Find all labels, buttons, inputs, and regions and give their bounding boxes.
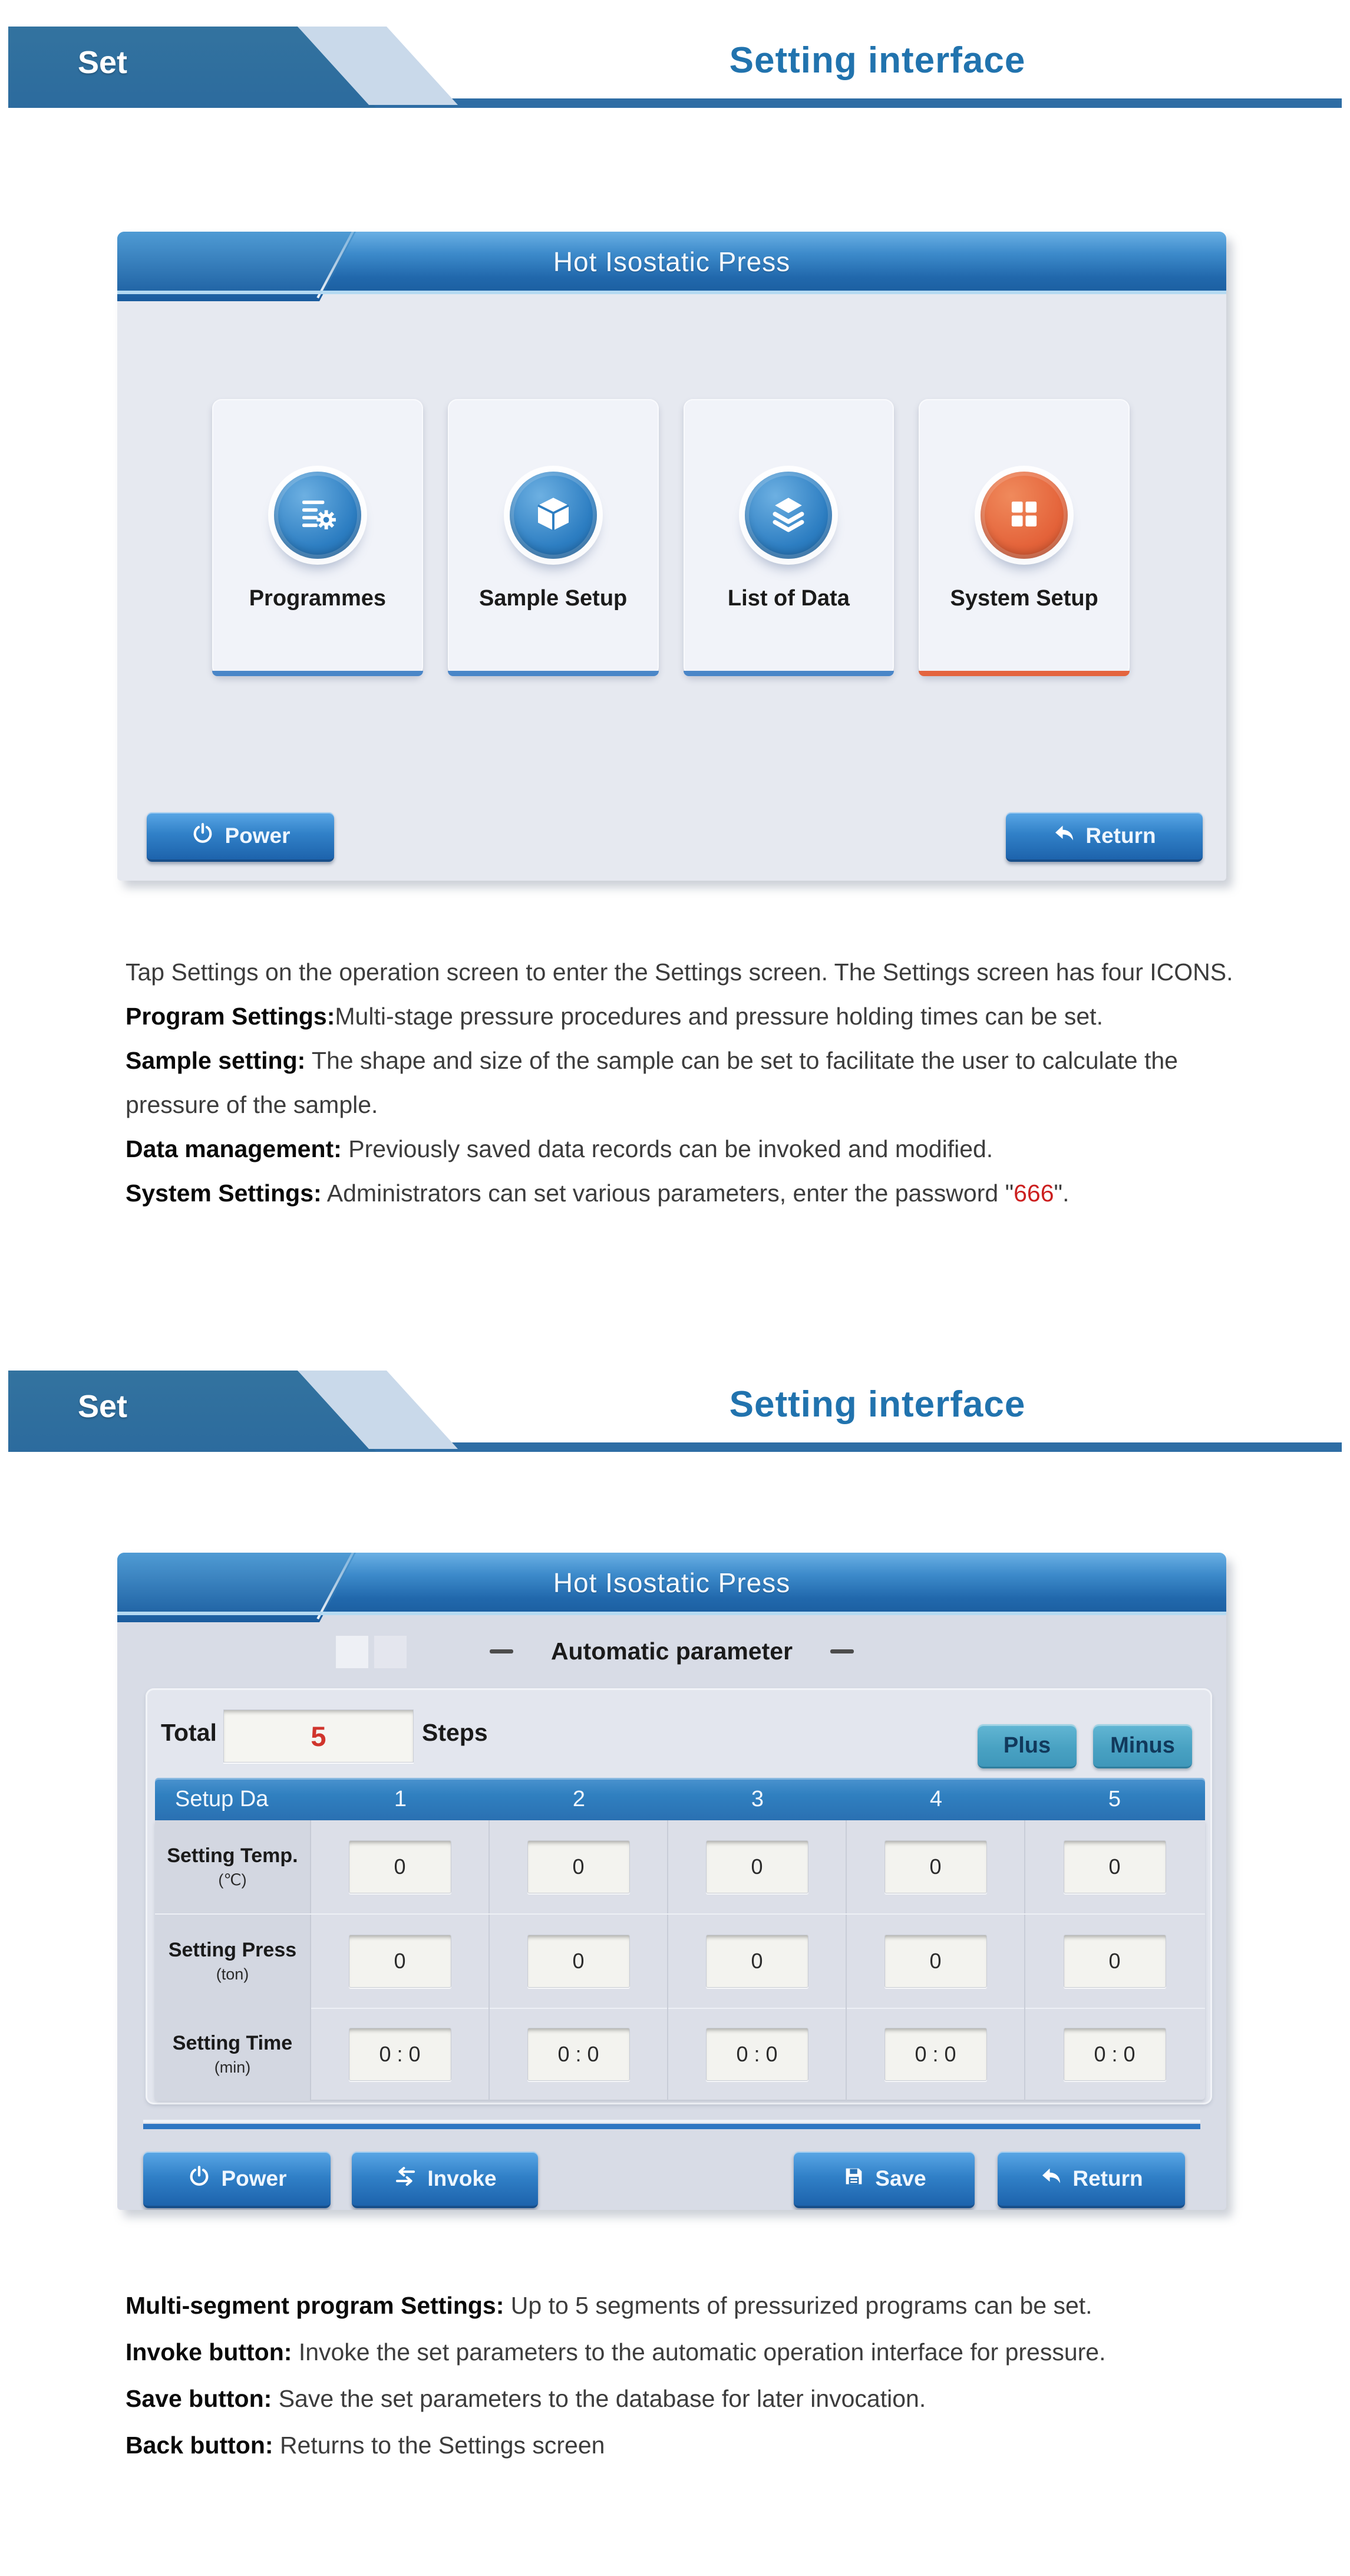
table-cell <box>490 1820 668 1913</box>
temp-input-1[interactable]: 0 <box>349 1840 451 1893</box>
table-cell <box>668 1820 847 1913</box>
press-input-4[interactable]: 0 <box>884 1935 987 1988</box>
table-cell <box>1025 1915 1204 2008</box>
banner-tab-label: Set <box>77 45 128 80</box>
return-label: Return <box>1085 823 1156 848</box>
section-banner-1 <box>8 27 1342 108</box>
list-gear-icon <box>295 491 341 540</box>
table-cell <box>847 1915 1025 2008</box>
swap-arrows-icon <box>393 2164 418 2194</box>
time-input-3[interactable]: 0 : 0 <box>706 2028 808 2081</box>
table-cell <box>490 2008 668 2101</box>
card-label: List of Data <box>727 586 850 611</box>
row-label: Setting Time (min) <box>155 2008 311 2101</box>
table-row-setting-press <box>155 1915 1205 2009</box>
device-title: Hot Isostatic Press <box>553 1567 791 1598</box>
description-block-2 <box>126 2282 1254 2469</box>
temp-input-3[interactable]: 0 <box>706 1840 808 1893</box>
plus-button[interactable]: Plus <box>978 1724 1077 1768</box>
section-banner-2 <box>8 1371 1342 1452</box>
minus-button[interactable]: Minus <box>1093 1724 1192 1768</box>
description-block-1 <box>126 950 1254 1215</box>
parameter-table <box>155 1778 1205 2100</box>
list-of-data-button[interactable] <box>745 472 832 559</box>
system-settings-paragraph: System Settings: Administrators can set various parameters, enter the password "666". <box>126 1180 1070 1207</box>
steps-label: Steps <box>422 1719 488 1746</box>
device-screenshot-settings <box>117 232 1226 881</box>
time-input-1[interactable]: 0 : 0 <box>349 2028 451 2081</box>
table-cell <box>668 1915 847 2008</box>
table-cell <box>311 1915 490 2008</box>
settings-card-row <box>212 399 1130 676</box>
table-cell <box>1025 1820 1204 1913</box>
table-header-cell: 5 <box>1108 1786 1121 1811</box>
table-cell <box>311 2008 490 2101</box>
save-button-paragraph: Save button: Save the set parameters to the database for later invocation. <box>126 2385 926 2412</box>
data-management-paragraph: Data management: Previously saved data records can be invoked and modified. <box>126 1135 993 1162</box>
device-header-divider <box>117 291 1226 294</box>
table-header-row <box>155 1778 1205 1820</box>
press-input-3[interactable]: 0 <box>706 1935 808 1988</box>
table-body <box>155 1820 1205 2100</box>
return-label: Return <box>1072 2166 1143 2190</box>
press-input-1[interactable]: 0 <box>349 1935 451 1988</box>
table-cell <box>490 1915 668 2008</box>
return-arrow-icon <box>1039 2165 1063 2193</box>
time-input-5[interactable]: 0 : 0 <box>1064 2028 1166 2081</box>
section-title: Setting interface <box>729 1384 1026 1425</box>
table-header-cell: 1 <box>394 1786 407 1811</box>
grid-icon <box>1001 491 1047 540</box>
divider-line <box>143 2124 1200 2129</box>
dash-decoration <box>830 1649 854 1653</box>
card-label: Programmes <box>249 586 387 611</box>
total-label: Total <box>161 1719 217 1746</box>
card-list-of-data[interactable] <box>684 399 895 676</box>
press-input-5[interactable]: 0 <box>1064 1935 1166 1988</box>
temp-input-2[interactable]: 0 <box>527 1840 630 1893</box>
return-button[interactable] <box>1006 812 1203 862</box>
press-input-2[interactable]: 0 <box>527 1935 630 1988</box>
power-button[interactable] <box>143 2152 331 2208</box>
temp-input-5[interactable]: 0 <box>1064 1840 1166 1893</box>
section-title: Setting interface <box>729 40 1026 81</box>
table-header-cell: 2 <box>572 1786 586 1811</box>
save-label: Save <box>875 2166 926 2190</box>
power-button[interactable] <box>147 812 334 862</box>
row-label: Setting Press (ton) <box>155 1915 311 2008</box>
return-arrow-icon <box>1052 822 1076 851</box>
card-sample-setup[interactable] <box>448 399 659 676</box>
row-label: Setting Temp. (℃) <box>155 1820 311 1913</box>
table-row-setting-temp <box>155 1820 1205 1915</box>
return-button[interactable] <box>998 2152 1185 2208</box>
floppy-disk-icon <box>842 2165 866 2193</box>
time-input-4[interactable]: 0 : 0 <box>884 2028 987 2081</box>
layers-icon <box>765 491 811 540</box>
table-cell <box>847 1820 1025 1913</box>
banner-tab-label: Set <box>77 1389 128 1424</box>
programmes-button[interactable] <box>274 472 361 559</box>
invoke-button[interactable] <box>352 2152 538 2208</box>
device-screenshot-automatic-parameter <box>117 1553 1226 2210</box>
divider-highlight <box>143 2120 1200 2123</box>
sample-setup-button[interactable] <box>510 472 597 559</box>
time-input-2[interactable]: 0 : 0 <box>527 2028 630 2081</box>
power-icon <box>190 821 215 851</box>
card-system-setup[interactable] <box>919 399 1130 676</box>
sample-setting-paragraph: Sample setting: The shape and size of the sample can be set to facilitate the user to calculate the pressure of the sample. <box>126 1047 1178 1118</box>
parameter-panel <box>146 1688 1212 2104</box>
screen-subtitle: Automatic parameter <box>550 1638 793 1665</box>
card-label: System Setup <box>950 586 1098 611</box>
table-row-setting-time <box>155 2008 1205 2101</box>
back-button-paragraph: Back button: Returns to the Settings screen <box>126 2432 605 2459</box>
table-cell <box>668 2008 847 2101</box>
system-setup-button[interactable] <box>981 472 1068 559</box>
card-programmes[interactable] <box>212 399 423 676</box>
intro-paragraph: Tap Settings on the operation screen to enter the Settings screen. The Settings screen has four ICONS. <box>126 958 1233 986</box>
temp-input-4[interactable]: 0 <box>884 1840 987 1893</box>
cube-icon <box>530 491 576 540</box>
dash-decoration <box>490 1649 513 1653</box>
password-value: 666 <box>1014 1180 1054 1207</box>
table-cell <box>311 1820 490 1913</box>
program-settings-paragraph: Program Settings:Multi-stage pressure procedures and pressure holding times can be set. <box>126 1003 1103 1030</box>
power-label: Power <box>221 2166 287 2190</box>
invoke-button-paragraph: Invoke button: Invoke the set parameters to the automatic operation interface for pressure. <box>126 2338 1106 2366</box>
table-header-cell: 4 <box>929 1786 943 1811</box>
save-button[interactable] <box>794 2152 975 2208</box>
total-steps-input[interactable]: 5 <box>223 1709 414 1763</box>
table-cell <box>847 2008 1025 2101</box>
device-header-divider <box>117 1612 1226 1615</box>
table-cell <box>1025 2008 1204 2101</box>
device-title: Hot Isostatic Press <box>553 246 791 277</box>
power-icon <box>187 2164 212 2194</box>
invoke-label: Invoke <box>427 2166 497 2190</box>
card-label: Sample Setup <box>478 586 628 611</box>
table-header-cell: 3 <box>751 1786 764 1811</box>
table-header-cell: Setup Da <box>175 1786 269 1811</box>
subtitle-row <box>117 1638 1226 1665</box>
multi-segment-paragraph: Multi-segment program Settings: Up to 5 segments of pressurized programs can be set. <box>126 2292 1092 2319</box>
power-label: Power <box>225 823 291 848</box>
